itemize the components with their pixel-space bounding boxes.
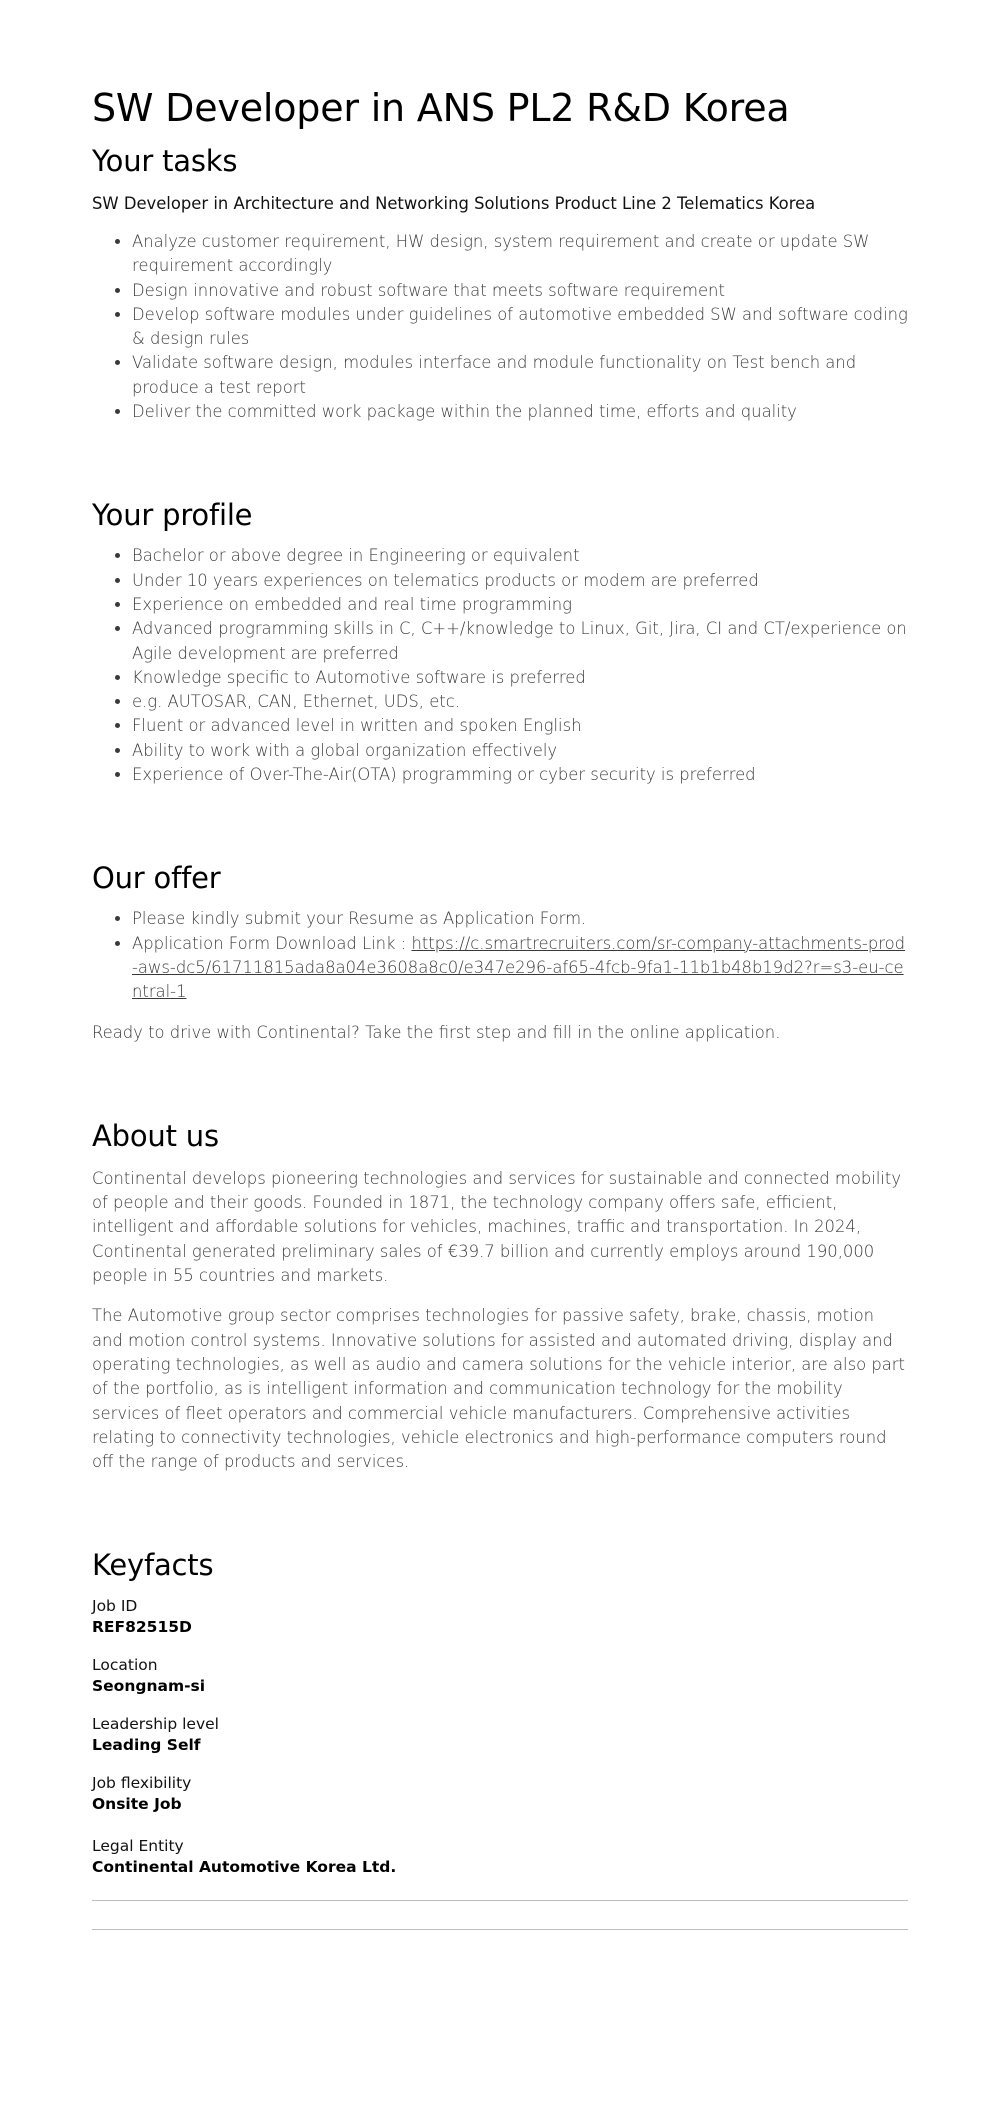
- profile-list: [92, 544, 908, 787]
- list-item: • Develop software modules under guidelines of automotive embedded SW and software coding & design rules: [132, 303, 908, 352]
- tasks-lead: SW Developer in Architecture and Networking Solutions Product Line 2 Telematics Korea: [92, 194, 816, 213]
- keyfact-value: Leading Self: [92, 1736, 201, 1755]
- list-item: • Ability to work with a global organization effectively: [132, 739, 908, 763]
- list-item: • Validate software design, modules interface and module functionality on Test bench and produce a test report: [132, 351, 908, 400]
- keyfacts-heading: Keyfacts: [92, 1548, 214, 1583]
- keyfacts-section: [92, 1542, 908, 1878]
- keyfact-location: [92, 1655, 908, 1697]
- tasks-heading: Your tasks: [92, 144, 238, 178]
- list-item: • Knowledge specific to Automotive software is preferred: [132, 666, 908, 690]
- profile-heading: Your profile: [92, 498, 253, 533]
- list-item: [132, 932, 908, 1005]
- keyfact-label: Job ID: [92, 1597, 138, 1616]
- divider: [92, 1929, 908, 1930]
- offer-list: [92, 907, 908, 1004]
- list-item: • Bachelor or above degree in Engineering or equivalent: [132, 544, 908, 568]
- keyfact-label: Legal Entity: [92, 1837, 184, 1856]
- list-item: • Deliver the committed work package within the planned time, efforts and quality: [132, 400, 908, 424]
- page-title: SW Developer in ANS PL2 R&D Korea: [92, 86, 790, 130]
- list-item: • Experience of Over-The-Air(OTA) programming or cyber security is preferred: [132, 763, 908, 787]
- list-item: • Please kindly submit your Resume as Application Form.: [132, 907, 908, 931]
- list-item: • Experience on embedded and real time programming: [132, 593, 908, 617]
- list-item: • Analyze customer requirement, HW design, system requirement and create or update SW requirement accordingly: [132, 230, 908, 279]
- keyfact-job-id: [92, 1596, 908, 1638]
- download-link-prefix: Application Form Download Link :: [132, 933, 412, 953]
- about-heading: About us: [92, 1118, 219, 1153]
- list-item: • Design innovative and robust software that meets software requirement: [132, 279, 908, 303]
- about-section: [92, 1113, 908, 1475]
- keyfact-value: Onsite Job: [92, 1795, 182, 1814]
- application-form-download-link[interactable]: https://c.smartrecruiters.com/sr-company-attachments-prod-aws-dc5/61711815ada8a04e3608a8c0/e347e296-af65-4fcb-9fa1-11b1b48b19d2?r=s3-eu-central-1: [132, 933, 906, 1002]
- keyfact-legal-entity: [92, 1836, 908, 1878]
- about-paragraph: The Automotive group sector comprises technologies for passive safety, brake, chassis, motion and motion control systems. Innovative solutions for assisted and automated driving, display and operating technologies, as well as audio and camera solutions for the vehicle interior, are also part of the portfolio, as is intelligent information and communication technology for the mobility services of fleet operators and commercial vehicle manufacturers. Comprehensive activities relating to connectivity technologies, vehicle electronics and high-performance computers round off the range of products and services.: [92, 1306, 905, 1472]
- list-item: • Fluent or advanced level in written and spoken English: [132, 714, 908, 738]
- keyfact-label: Location: [92, 1656, 158, 1675]
- tasks-list: [92, 230, 908, 424]
- offer-section: [92, 855, 908, 1044]
- profile-section: [92, 492, 908, 787]
- keyfact-value: REF82515D: [92, 1618, 192, 1637]
- about-paragraph: Continental develops pioneering technologies and services for sustainable and connected mobility of people and their goods. Founded in 1871, the technology company offers safe, efficient, intelligent and affordable solutions for vehicles, machines, traffic and transportation. In 2024, Continental generated preliminary sales of €39.7 billion and currently employs around 190,000 people in 55 countries and markets.: [92, 1168, 902, 1286]
- tasks-section: [92, 138, 908, 424]
- offer-closing-text: Ready to drive with Continental? Take the first step and fill in the online application.: [92, 1022, 781, 1042]
- list-item: • e.g. AUTOSAR, CAN, Ethernet, UDS, etc.: [132, 690, 908, 714]
- divider: [92, 1900, 908, 1901]
- list-item: • Under 10 years experiences on telematics products or modem are preferred: [132, 569, 908, 593]
- keyfact-value: Seongnam-si: [92, 1677, 206, 1696]
- list-item: • Advanced programming skills in C, C++/knowledge to Linux, Git, Jira, CI and CT/experience on Agile development are preferred: [132, 617, 908, 666]
- keyfact-leadership-level: [92, 1714, 908, 1756]
- keyfact-value: Continental Automotive Korea Ltd.: [92, 1858, 397, 1877]
- offer-heading: Our offer: [92, 861, 221, 896]
- keyfact-job-flexibility: [92, 1773, 908, 1815]
- keyfact-label: Job flexibility: [92, 1774, 192, 1793]
- keyfact-label: Leadership level: [92, 1715, 219, 1734]
